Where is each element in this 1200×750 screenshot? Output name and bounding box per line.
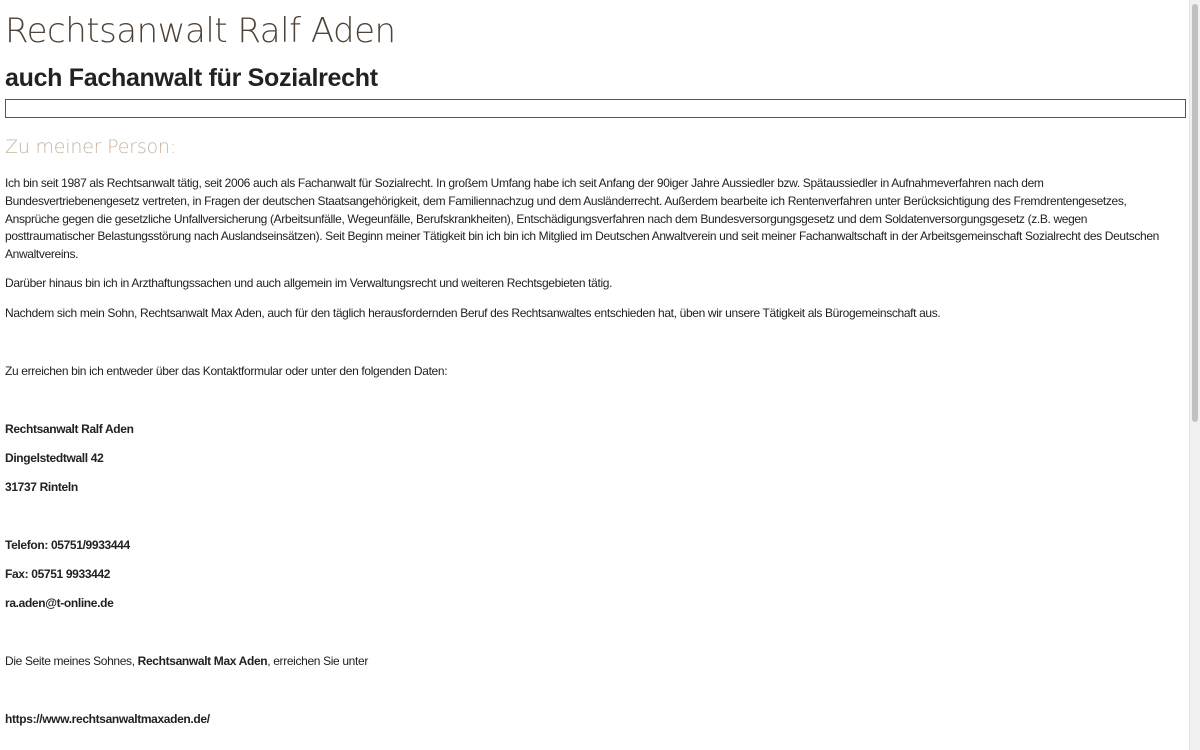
spacer bbox=[5, 508, 1175, 537]
navigation-bar[interactable] bbox=[5, 99, 1186, 118]
contact-email[interactable]: ra.aden@t-online.de bbox=[5, 596, 114, 611]
son-website-link[interactable]: https://www.rechtsanwaltmaxaden.de/ bbox=[5, 712, 210, 727]
scrollbar-thumb[interactable] bbox=[1192, 4, 1198, 422]
contact-intro-text: Zu erreichen bin ich entweder über das Kontaktformular oder unter den folgenden Daten: bbox=[5, 363, 448, 378]
son-text-after: , erreichen Sie unter bbox=[267, 654, 368, 669]
site-subtitle: auch Fachanwalt für Sozialrecht bbox=[5, 64, 378, 92]
main-content bbox=[5, 175, 1175, 741]
intro-paragraph: Ich bin seit 1987 als Rechtsanwalt tätig, seit 2006 auch als Fachanwalt für Sozialrecht. In großem Umfang habe ich seit Anfang der 90iger Jahre Aussiedler bzw. Spätaussiedler in Aufnahmeverfahren nach dem Bundesvertriebenengesetz vertreten, in Fragen der deutschen Staatsangehörigkeit, dem Familiennachzug und dem Ausländerrecht. Außerdem bearbeite ich Rentenverfahren unter Berücksichtigung des Fremdrentengesetzes, Ansprüche gegen die gesetzliche Unfallversicherung (Arbeitsunfälle, Wegeunfälle, Berufskrankheiten), Entschädigungsverfahren nach dem Bundesversorgungsgesetz und dem Soldatenversorgungsgesetz (z.B. wegen posttraumatischer Belastungsstörung nach Auslandseinsätzen). Seit Beginn meiner Tätigkeit bin ich bin ich Mitglied im Deutschen Anwaltverein und seit meiner Fachanwaltschaft in der Arbeitsgemeinschaft Sozialrecht des Deutschen Anwaltvereins. bbox=[5, 176, 1160, 262]
son-name: Rechtsanwalt Max Aden bbox=[137, 654, 268, 669]
site-title[interactable]: Rechtsanwalt Ralf Aden bbox=[5, 11, 396, 51]
section-heading: Zu meiner Person: bbox=[5, 136, 177, 158]
contact-city: 31737 Rinteln bbox=[5, 479, 78, 494]
spacer bbox=[5, 624, 1175, 653]
paragraph-specializations: Darüber hinaus bin ich in Arzthaftungssachen und auch allgemein im Verwaltungsrecht und weiteren Rechtsgebieten tätig. bbox=[5, 276, 613, 291]
contact-street: Dingelstedtwall 42 bbox=[5, 450, 104, 465]
paragraph-office-sharing: Nachdem sich mein Sohn, Rechtsanwalt Max Aden, auch für den täglich herausfordernden Beruf des Rechtsanwaltes entschieden hat, üben wir unsere Tätigkeit als Bürogemeinschaft aus. bbox=[5, 305, 941, 320]
spacer bbox=[5, 392, 1175, 421]
vertical-scrollbar[interactable] bbox=[1189, 0, 1200, 750]
son-text-before: Die Seite meines Sohnes, bbox=[5, 654, 138, 669]
contact-name: Rechtsanwalt Ralf Aden bbox=[5, 421, 134, 436]
contact-fax: Fax: 05751 9933442 bbox=[5, 567, 111, 582]
contact-phone: Telefon: 05751/9933444 bbox=[5, 538, 130, 553]
spacer bbox=[5, 682, 1175, 711]
son-page-text bbox=[5, 653, 1175, 671]
spacer bbox=[5, 334, 1175, 363]
